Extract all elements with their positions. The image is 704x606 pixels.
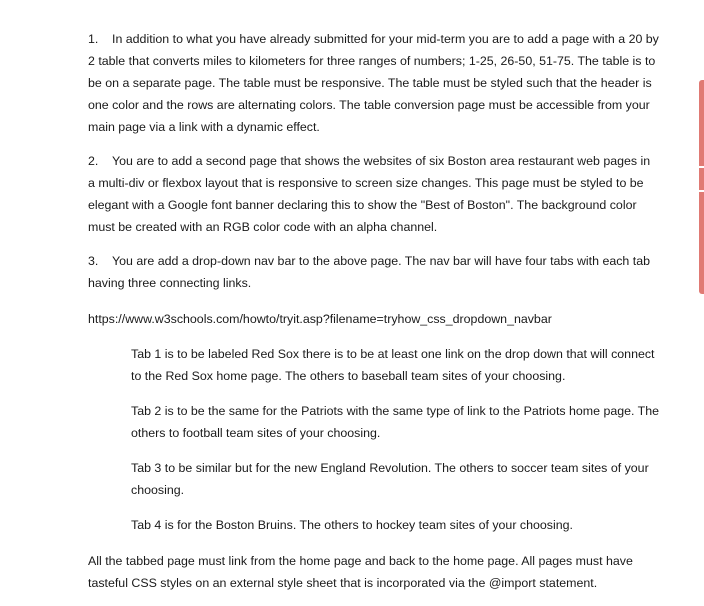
tab-2-description: Tab 2 is to be the same for the Patriots with the same type of link to the Patriots home page. The others to football team sites of your choosing. [131,404,660,440]
requirement-3-number: 3. [88,254,99,268]
tab-3-description: Tab 3 to be similar but for the new England Revolution. The others to soccer team sites of your choosing. [131,461,649,497]
scrollbar-notch [699,190,704,192]
requirement-1-number: 1. [88,32,99,46]
closing-note: All the tabbed page must link from the home page and back to the home page. All pages must have tasteful CSS styles on an external style sheet that is incorporated via the @import statement. [88,554,633,590]
requirement-2-text: You are to add a second page that shows the websites of six Boston area restaurant web pages in a multi-div or flexbox layout that is responsive to screen size changes. This page must be styled to be elegant with a Google font banner declaring this to show the "Best of Boston". The background color must be created with an RGB color code with an alpha channel. [88,154,651,234]
requirement-1 [88,28,660,138]
reference-url: https://www.w3schools.com/howto/tryit.asp?filename=tryhow_css_dropdown_navbar [88,312,552,326]
requirement-3 [88,250,660,294]
requirement-3-text: You are add a drop-down nav bar to the above page. The nav bar will have four tabs with each tab having three connecting links. [88,254,650,290]
requirement-1-text: In addition to what you have already submitted for your mid-term you are to add a page with a 20 by 2 table that converts miles to kilometers for three ranges of numbers; 1-25, 26-50, 51-75. The table is to be on a separate page. The table must be responsive. The table must be styled such that the header is one color and the rows are alternating colors. The table conversion page must be accessible from your main page via a link with a dynamic effect. [88,32,659,134]
requirement-2-number: 2. [88,154,99,168]
scrollbar-notch [699,166,704,168]
requirement-2 [88,150,660,238]
scrollbar-accent[interactable] [699,80,704,294]
tab-4-description: Tab 4 is for the Boston Bruins. The others to hockey team sites of your choosing. [131,518,573,532]
tab-1-description: Tab 1 is to be labeled Red Sox there is to be at least one link on the drop down that will connect to the Red Sox home page. The others to baseball team sites of your choosing. [131,347,655,383]
